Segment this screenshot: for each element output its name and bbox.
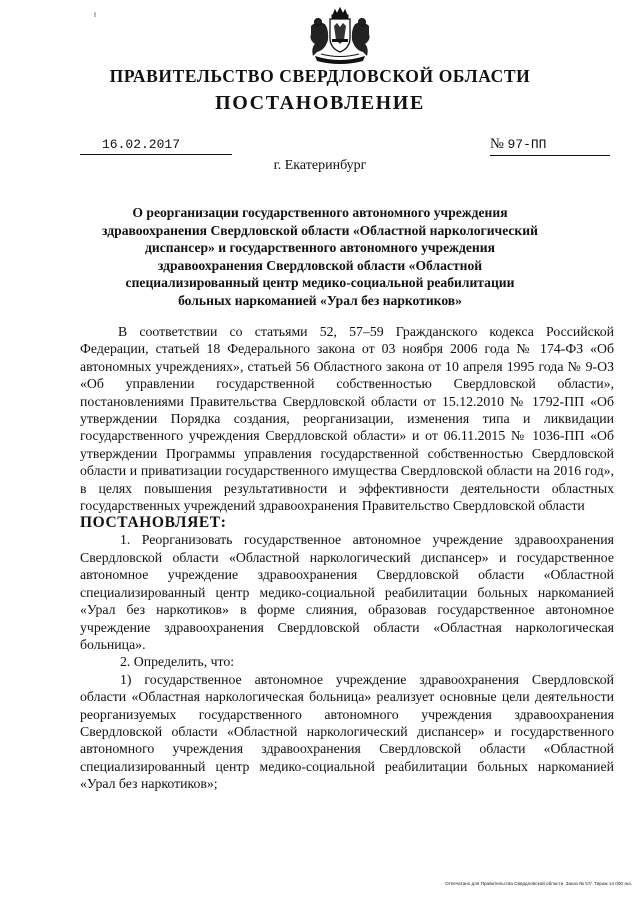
number-value: 97-ПП bbox=[507, 137, 547, 152]
decree-word: ПОСТАНОВЛЯЕТ: bbox=[80, 514, 227, 532]
government-title: ПРАВИТЕЛЬСТВО СВЕРДЛОВСКОЙ ОБЛАСТИ bbox=[109, 66, 531, 86]
item-2-paragraph: 2. Определить, что: bbox=[120, 654, 235, 670]
item-1-paragraph: 1. Реорганизовать государственное автономное учреждение здравоохранения Свердловской области «Областной наркологический диспансер» и государственное автономное учреждение здравоохранения Свердловской области «Областной специализированный центр медико-социальной реабилитации больных наркоманией «Урал без наркотиков» в форме слияния, образовав государственное автономное учреждение здравоохранения Свердловской области «Областная наркологическая больница». bbox=[80, 532, 614, 652]
document-type: ПОСТАНОВЛЕНИЕ bbox=[215, 92, 425, 114]
preamble-paragraph: В соответствии со статьями 52, 57–59 Гражданского кодекса Российской Федерации, статьей 18 Федерального закона от 03 ноября 2006 года № 174-ФЗ «Об автономных учреждениях», статьей 56 Областного закона от 10 апреля 1995 года № 9-ОЗ «Об управлении государственной собственностью Свердловской области», постановлениями Правительства Свердловской области от 15.12.2010 № 1792-ПП «Об утверждении Порядка создания, реорганизации, изменения типа и ликвидации государственного учреждения Свердловской области» и от 06.11.2015 № 1036-ПП «Об утверждении Программы управления государственной собственностью Свердловской области и приватизации государственного имущества Свердловской области на 2016 год», в целях повышения результативности и эффективности деятельности областных государственных учреждений здравоохранения Правительство Свердловской области bbox=[80, 324, 614, 514]
scan-artifact: ⱡ bbox=[94, 11, 96, 19]
document-date: 16.02.2017 bbox=[80, 137, 232, 155]
document-heading: О реорганизации государственного автономного учреждения здравоохранения Свердловской области «Областной наркологический диспансер» и государственного автономного учреждения здравоохранения Свердловской области «Областной специализированный центр медико-социальной реабилитации больных наркоманией «Урал без наркотиков» bbox=[102, 205, 538, 308]
document-number bbox=[490, 136, 610, 156]
item-2-1-paragraph: 1) государственное автономное учреждение здравоохранения Свердловской области «Областная наркологическая больница» реализует основные цели деятельности реорганизуемых государственного автономного учреждения здравоохранения Свердловской области «Областной наркологический диспансер» и государственного автономного учреждения здравоохранения Свердловской области «Областной специализированный центр медико-социальной реабилитации больных наркоманией «Урал без наркотиков»; bbox=[80, 671, 614, 792]
document-body bbox=[80, 323, 614, 793]
coat-of-arms-icon bbox=[303, 6, 377, 66]
document-city: г. Екатеринбург bbox=[273, 158, 367, 173]
number-prefix: № bbox=[490, 136, 504, 152]
print-footer-note: Отпечатано для Правительства Свердловской области. Заказ № 57/. Тираж 14 000 экз. bbox=[445, 881, 632, 886]
